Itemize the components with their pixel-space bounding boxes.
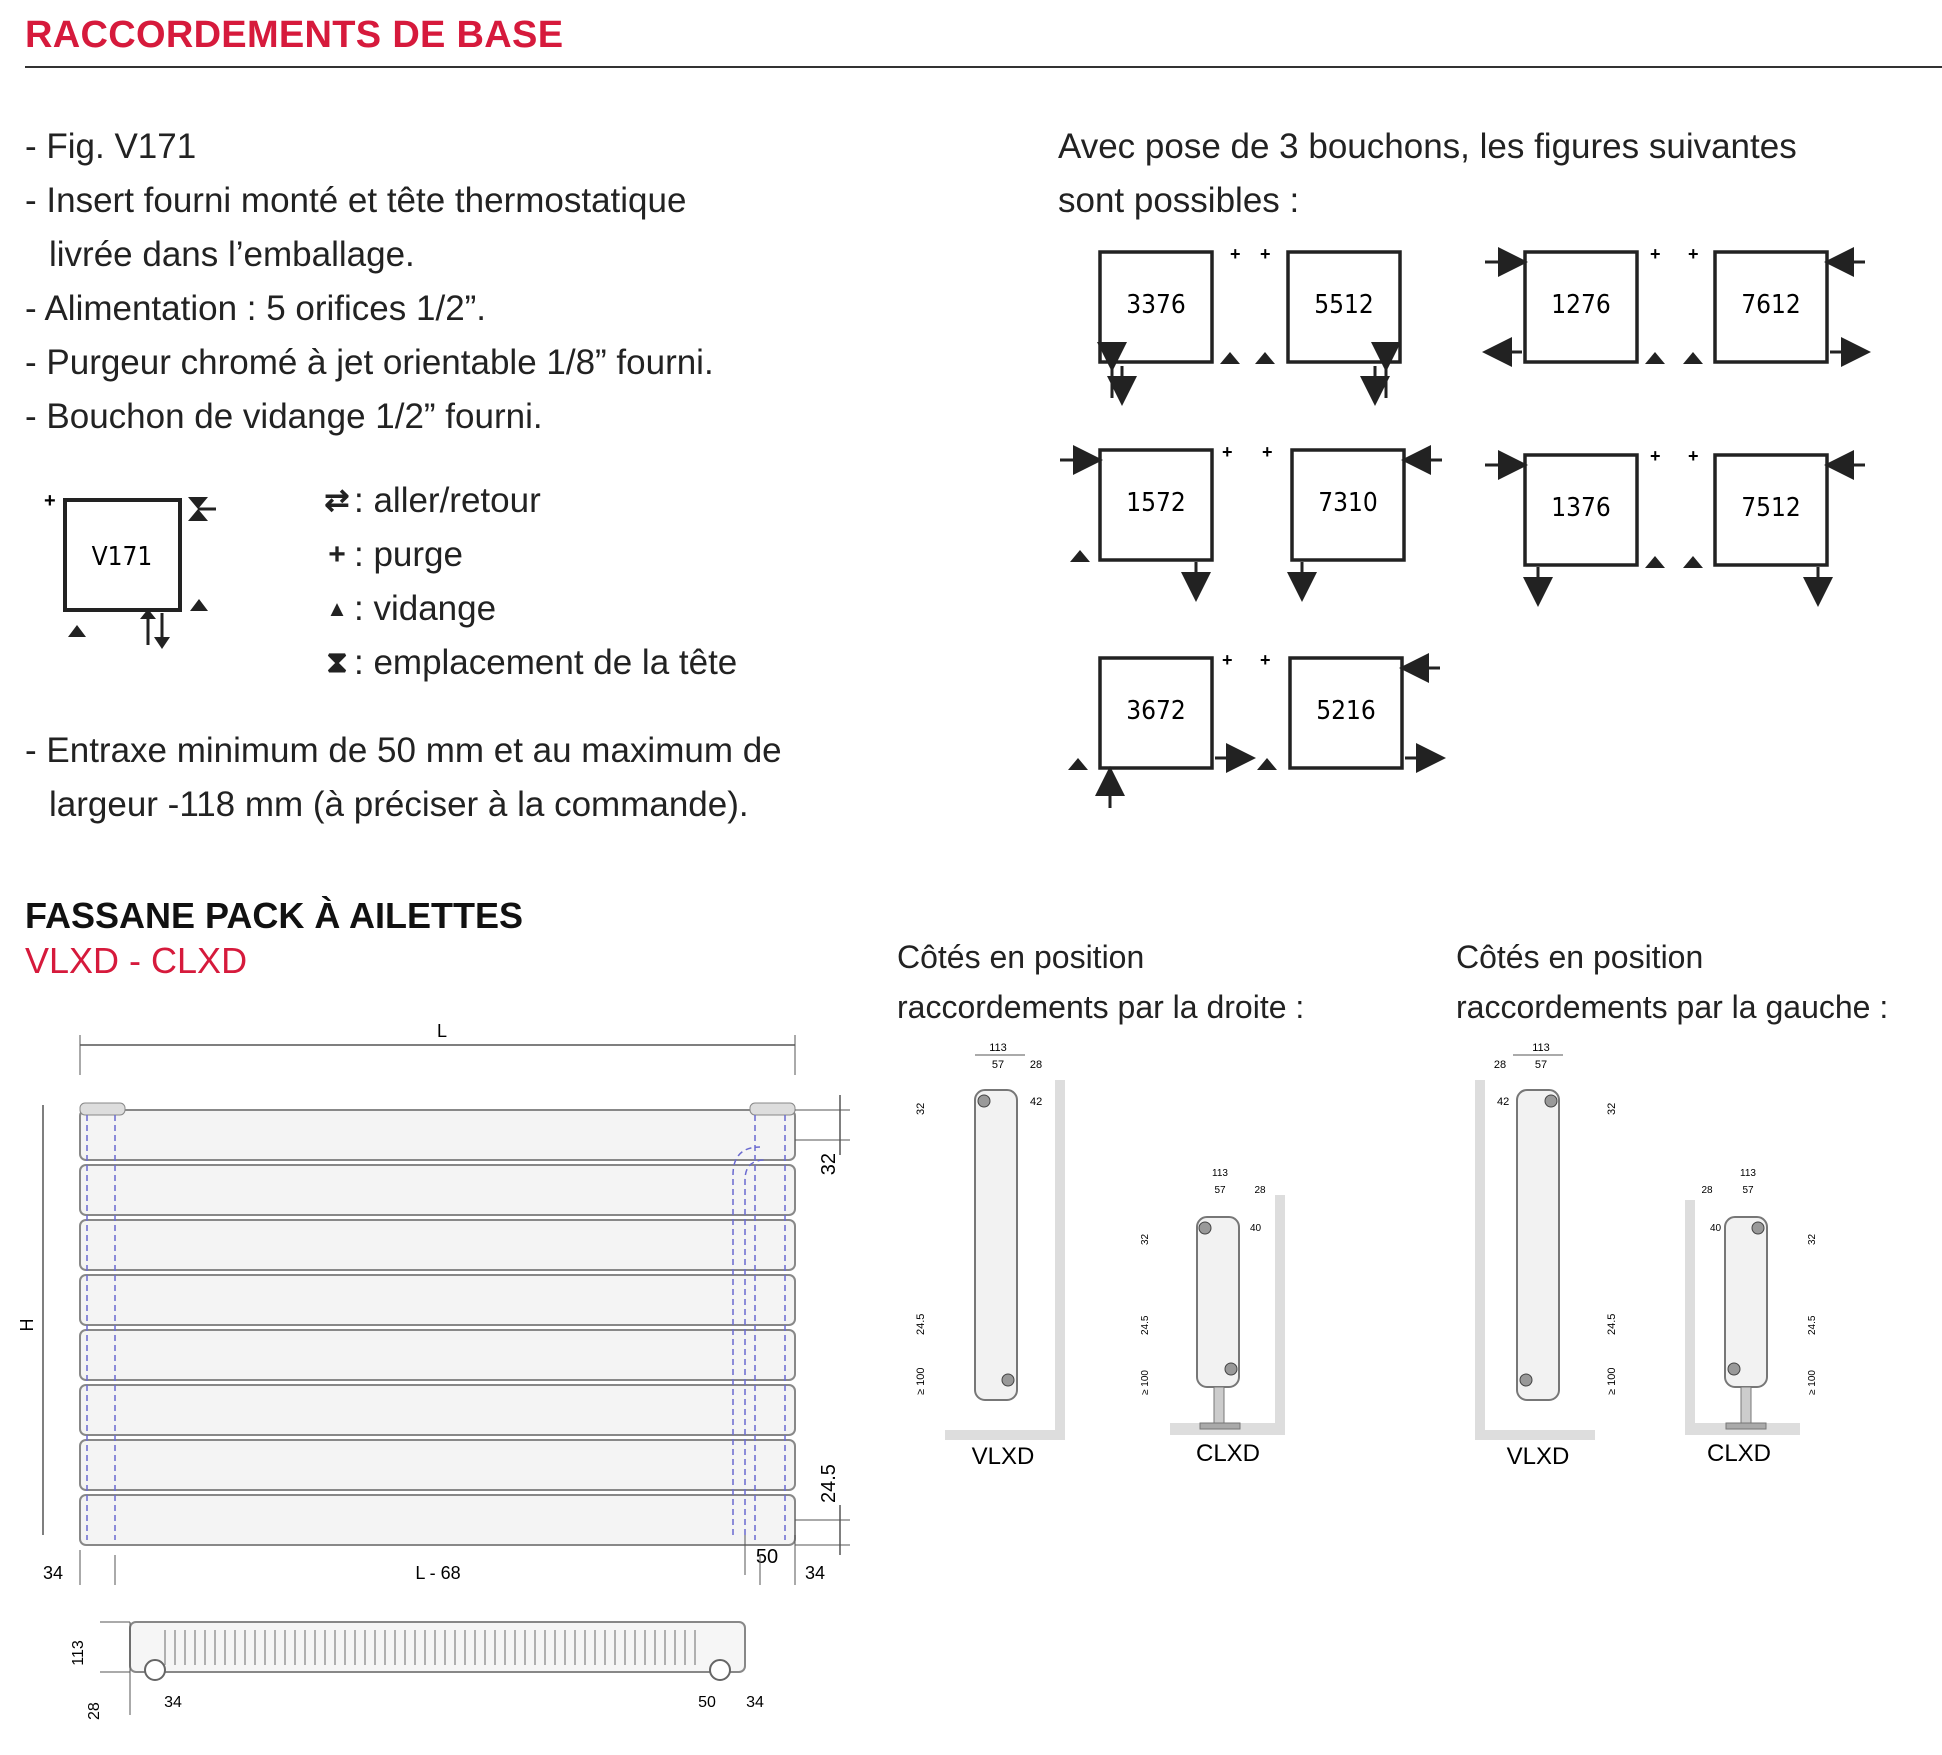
spec-item: livrée dans l’emballage. xyxy=(49,235,415,274)
vlxd-left xyxy=(1475,1042,1618,1470)
spec-item: - Purgeur chromé à jet orientable 1/8” fourni. xyxy=(25,343,714,382)
svg-text:32: 32 xyxy=(1140,1233,1151,1245)
dim-113: 113 xyxy=(70,1640,87,1666)
svg-text:113: 113 xyxy=(1740,1168,1756,1179)
svg-text:113: 113 xyxy=(1212,1168,1228,1179)
drain-icon xyxy=(1683,352,1703,364)
figure-5512 xyxy=(1255,244,1400,400)
dim-50-plan: 50 xyxy=(698,1694,716,1711)
purge-icon: + xyxy=(1688,244,1699,264)
drain-icon xyxy=(1255,352,1275,364)
right-connection-caption: Côtés en position raccordements par la droite : xyxy=(897,939,1305,1025)
dim-34-right: 34 xyxy=(804,1563,826,1583)
figures-intro: Avec pose de 3 bouchons, les figures suivantes sont possibles : xyxy=(1058,127,1797,220)
purge-icon: + xyxy=(328,538,346,571)
svg-text:32: 32 xyxy=(1606,1102,1618,1115)
figure-1276 xyxy=(1485,244,1665,364)
svg-text:40: 40 xyxy=(1250,1223,1262,1234)
purge-icon: + xyxy=(1650,446,1661,466)
svg-text:≥ 100: ≥ 100 xyxy=(1807,1370,1818,1395)
head-icon xyxy=(188,497,208,509)
svg-text:5216: 5216 xyxy=(1316,696,1376,726)
drain-icon xyxy=(68,625,86,637)
svg-text:57: 57 xyxy=(1742,1185,1754,1196)
svg-text:3672: 3672 xyxy=(1126,696,1186,726)
purge-icon: + xyxy=(1222,442,1233,462)
svg-text:28: 28 xyxy=(1493,1059,1507,1071)
legend-item: ⧗ : emplacement de la tête xyxy=(320,636,737,690)
svg-text:≥ 100: ≥ 100 xyxy=(1606,1367,1618,1395)
figure-5216 xyxy=(1257,650,1440,770)
head-icon xyxy=(188,509,208,521)
svg-text:7310: 7310 xyxy=(1318,488,1378,518)
svg-text:24.5: 24.5 xyxy=(915,1313,927,1335)
product-title: FASSANE PACK À AILETTES xyxy=(25,895,524,936)
drain-icon xyxy=(190,599,208,611)
svg-text:32: 32 xyxy=(1807,1233,1818,1245)
purge-icon: + xyxy=(1650,244,1661,264)
vlxd-label: VLXD xyxy=(1506,1443,1570,1470)
svg-text:3376: 3376 xyxy=(1126,290,1186,320)
side-views-left xyxy=(1455,1035,1895,1475)
figure-7512 xyxy=(1683,446,1865,601)
svg-text:113: 113 xyxy=(989,1042,1007,1054)
svg-text:28: 28 xyxy=(1701,1185,1713,1196)
legend-item: ⇄ : aller/retour xyxy=(320,474,737,528)
clxd-right xyxy=(1140,1168,1285,1467)
radiator-fins xyxy=(80,1110,795,1545)
drain-icon xyxy=(1220,352,1240,364)
figure-1376 xyxy=(1485,446,1665,601)
left-connection-caption: Côtés en position raccordements par la gauche : xyxy=(1456,939,1889,1025)
dim-34-plan-left: 34 xyxy=(164,1694,182,1711)
svg-text:≥ 100: ≥ 100 xyxy=(1140,1370,1151,1395)
figure-1572 xyxy=(1060,442,1233,596)
purge-icon: + xyxy=(1230,244,1241,264)
page-title: RACCORDEMENTS DE BASE xyxy=(25,14,564,56)
title-rule xyxy=(25,66,1942,68)
dim-50: 50 xyxy=(755,1546,779,1568)
purge-icon: + xyxy=(1262,442,1273,462)
svg-text:57: 57 xyxy=(1534,1059,1548,1071)
svg-text:40: 40 xyxy=(1710,1223,1722,1234)
drain-icon xyxy=(1645,352,1665,364)
dim-32: 32 xyxy=(818,1153,840,1176)
dim-28: 28 xyxy=(86,1702,103,1720)
side-views-right xyxy=(900,1035,1320,1475)
entraxe-note: - Entraxe minimum de 50 mm et au maximum de largeur -118 mm (à préciser à la commande). xyxy=(25,731,782,824)
dim-L-68: L - 68 xyxy=(415,1563,461,1583)
spec-item: - Alimentation : 5 orifices 1/2”. xyxy=(25,289,487,328)
flow-arrows-icon: ⇄ xyxy=(324,484,350,517)
figure-3376 xyxy=(1100,244,1241,400)
plan-view xyxy=(70,1622,764,1720)
spec-list xyxy=(25,120,714,444)
clxd-left xyxy=(1685,1168,1818,1467)
svg-text:24.5: 24.5 xyxy=(1807,1315,1818,1335)
svg-text:1572: 1572 xyxy=(1126,488,1186,518)
legend xyxy=(320,474,737,690)
figure-7612 xyxy=(1683,244,1865,364)
v171-label: V171 xyxy=(91,542,153,572)
svg-text:≥ 100: ≥ 100 xyxy=(915,1367,927,1395)
product-subtitle: VLXD - CLXD xyxy=(25,940,248,981)
drain-icon xyxy=(1068,758,1088,770)
svg-text:28: 28 xyxy=(1254,1185,1266,1196)
legend-item: ▲ : vidange xyxy=(320,582,737,636)
spec-item: - Bouchon de vidange 1/2” fourni. xyxy=(25,397,543,436)
svg-text:57: 57 xyxy=(991,1059,1005,1071)
dim-H: H xyxy=(17,1318,37,1332)
svg-text:42: 42 xyxy=(1497,1096,1510,1108)
v171-diagram xyxy=(30,485,230,655)
purge-icon: + xyxy=(1260,650,1271,670)
svg-text:5512: 5512 xyxy=(1314,290,1374,320)
svg-text:42: 42 xyxy=(1030,1096,1043,1108)
clxd-label: CLXD xyxy=(1195,1440,1261,1467)
head-icon: ⧗ xyxy=(326,646,348,679)
purge-icon: + xyxy=(1688,446,1699,466)
drain-icon xyxy=(1645,556,1665,568)
legend-item: + : purge xyxy=(320,528,737,582)
purge-icon: + xyxy=(44,490,56,512)
svg-text:57: 57 xyxy=(1214,1185,1226,1196)
spec-item: - Insert fourni monté et tête thermostatique xyxy=(25,181,687,220)
figure-7310 xyxy=(1262,442,1442,596)
svg-text:7612: 7612 xyxy=(1741,290,1801,320)
clxd-label: CLXD xyxy=(1706,1440,1772,1467)
dim-34-left: 34 xyxy=(42,1563,64,1583)
svg-text:28: 28 xyxy=(1029,1059,1043,1071)
purge-icon: + xyxy=(1222,650,1233,670)
svg-text:1276: 1276 xyxy=(1551,290,1611,320)
drain-icon xyxy=(1257,758,1277,770)
connection-figures xyxy=(1050,240,1940,820)
front-elevation-drawing xyxy=(15,1015,865,1735)
dim-L: L xyxy=(436,1021,448,1041)
drain-icon xyxy=(1683,556,1703,568)
vlxd-right xyxy=(915,1042,1065,1470)
spec-item: - Fig. V171 xyxy=(25,127,197,166)
svg-text:32: 32 xyxy=(915,1102,927,1115)
svg-text:7512: 7512 xyxy=(1741,493,1801,523)
svg-text:24.5: 24.5 xyxy=(1606,1313,1618,1335)
dim-24-5: 24.5 xyxy=(818,1464,840,1503)
drain-icon xyxy=(1070,550,1090,562)
vlxd-label: VLXD xyxy=(971,1443,1035,1470)
svg-text:1376: 1376 xyxy=(1551,493,1611,523)
svg-text:24.5: 24.5 xyxy=(1140,1315,1151,1335)
drain-icon: ▲ xyxy=(326,596,348,621)
dim-34-plan-right: 34 xyxy=(746,1694,764,1711)
svg-text:113: 113 xyxy=(1532,1042,1550,1054)
figure-3672 xyxy=(1068,650,1250,808)
purge-icon: + xyxy=(1260,244,1271,264)
